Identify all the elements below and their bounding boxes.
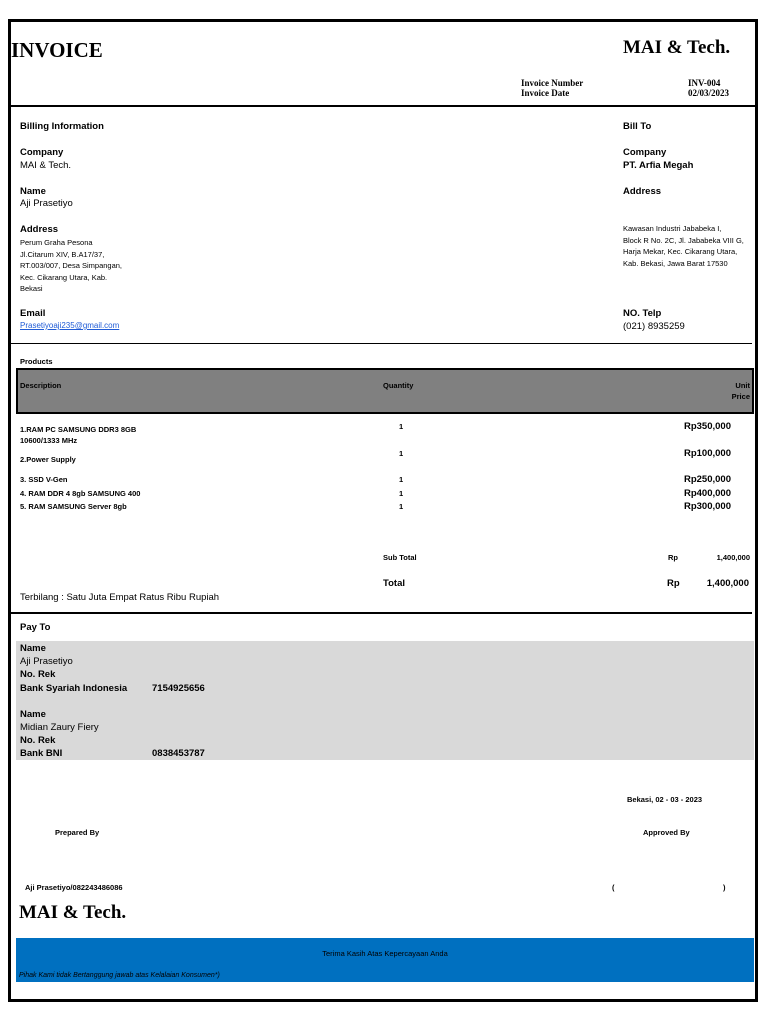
pay-rek-label: No. Rek (20, 735, 56, 746)
product-desc-line: 1.RAM PC SAMSUNG DDR3 8GB (20, 425, 137, 434)
product-row-qty: 1 (399, 489, 404, 498)
preparer-name: Aji Prasetiyo/082243486086 (25, 883, 123, 892)
totals-divider (11, 612, 752, 614)
billing-company-label: Company (20, 147, 64, 158)
billing-address-line: Bekasi (20, 284, 43, 293)
total-label: Total (383, 578, 405, 589)
pay-name: Midian Zaury Fiery (20, 722, 99, 733)
pay-bank: Bank BNI (20, 748, 63, 759)
invoice-number-label: Invoice Number (521, 78, 584, 88)
bill-to-company-label: Company (623, 147, 667, 158)
billing-name-label: Name (20, 186, 46, 197)
product-row-description: 4. RAM DDR 4 8gb SAMSUNG 400 (20, 489, 141, 498)
products-heading: Products (20, 357, 53, 366)
product-row-qty: 1 (399, 422, 404, 431)
pay-to-band (16, 641, 754, 760)
subtotal-value: 1,400,000 (716, 553, 750, 562)
pay-name-label: Name (20, 709, 46, 720)
pay-name-label: Name (20, 643, 46, 654)
pay-name: Aji Prasetiyo (20, 656, 73, 667)
place-date: Bekasi, 02 - 03 - 2023 (627, 795, 703, 804)
total-currency: Rp (667, 578, 680, 589)
footer-thanks: Terima Kasih Atas Kepercayaan Anda (322, 949, 448, 958)
pay-bank: Bank Syariah Indonesia (20, 683, 128, 694)
bill-to-address-line: Block R No. 2C, Jl. Jababeka VIII G, (623, 235, 744, 245)
product-row-qty: 1 (399, 449, 404, 458)
products-table-header (16, 368, 754, 414)
product-row-price: Rp350,000 (683, 421, 731, 432)
bill-to-phone: (021) 8935259 (623, 321, 685, 332)
invoice-date-label: Invoice Date (521, 88, 570, 98)
approver-close-paren: ) (723, 883, 726, 892)
billing-address-line: RT.003/007, Desa Simpangan, (20, 261, 123, 270)
subtotal-currency: Rp (668, 553, 678, 562)
pay-to-heading: Pay To (20, 622, 51, 633)
billing-email-link[interactable]: Prasetiyoaji235@gmail.com (20, 321, 120, 330)
pay-account-number: 0838453787 (152, 748, 205, 759)
product-row-description: 5. RAM SAMSUNG Server 8gb (20, 502, 127, 511)
billing-address-line: Jl.Citarum XIV, B.A17/37, (20, 249, 105, 259)
product-row-description: 3. SSD V-Gen (20, 475, 68, 484)
pay-rek-label: No. Rek (20, 669, 56, 680)
product-row-price: Rp100,000 (683, 448, 731, 459)
col-description: Description (20, 381, 62, 390)
billing-heading: Billing Information (20, 121, 104, 132)
product-row-qty: 1 (399, 502, 404, 511)
col-unit-price-line1: Unit (735, 381, 750, 390)
company-name-footer: MAI & Tech. (19, 902, 127, 923)
subtotal-label: Sub Total (383, 553, 417, 562)
billing-company: MAI & Tech. (20, 160, 72, 171)
invoice-number: INV-004 (688, 78, 721, 88)
product-row-price: Rp250,000 (683, 474, 731, 485)
billing-address (20, 237, 122, 295)
company-name-header: MAI & Tech. (623, 37, 731, 58)
bill-to-address (623, 223, 744, 269)
billing-email-label: Email (20, 308, 46, 319)
bill-to-phone-label: NO. Telp (623, 308, 662, 319)
product-row-price: Rp400,000 (683, 488, 731, 499)
bill-to-heading: Bill To (623, 121, 652, 132)
billing-address-line: Perum Graha Pesona (20, 238, 93, 247)
product-desc-line: 10600/1333 MHz (20, 436, 78, 445)
prepared-by-label: Prepared By (55, 828, 100, 837)
billing-name: Aji Prasetiyo (20, 198, 73, 209)
col-quantity: Quantity (383, 381, 414, 390)
col-unit-price-line2: Price (731, 392, 750, 401)
product-row-price: Rp300,000 (683, 501, 731, 512)
product-row-description: 2.Power Supply (20, 455, 76, 464)
total-value: 1,400,000 (706, 578, 749, 589)
pay-account-number: 7154925656 (152, 683, 205, 694)
approver-open-paren: ( (612, 883, 615, 892)
bill-to-address-line: Kawasan Industri Jababeka I, (623, 224, 722, 233)
bill-to-address-label: Address (623, 186, 662, 197)
invoice-title: INVOICE (11, 38, 103, 62)
approved-by-label: Approved By (643, 828, 690, 837)
billing-divider (11, 343, 752, 344)
product-row-qty: 1 (399, 475, 404, 484)
billing-address-line: Kec. Cikarang Utara, Kab. (20, 272, 108, 282)
footer-disclaimer: Pihak Kami tidak Bertanggung jawab atas Kelalaian Konsumen*) (19, 972, 220, 979)
bill-to-address-line: Kab. Bekasi, Jawa Barat 17530 (623, 258, 728, 268)
bill-to-company: PT. Arfia Megah (623, 160, 694, 171)
bill-to-address-line: Harja Mekar, Kec. Cikarang Utara, (623, 247, 738, 256)
amount-in-words: Terbilang : Satu Juta Empat Ratus Ribu Rupiah (20, 592, 220, 603)
product-row-description (20, 424, 136, 446)
header-divider (11, 105, 756, 107)
invoice-date: 02/03/2023 (688, 88, 730, 98)
billing-address-label: Address (20, 224, 59, 235)
